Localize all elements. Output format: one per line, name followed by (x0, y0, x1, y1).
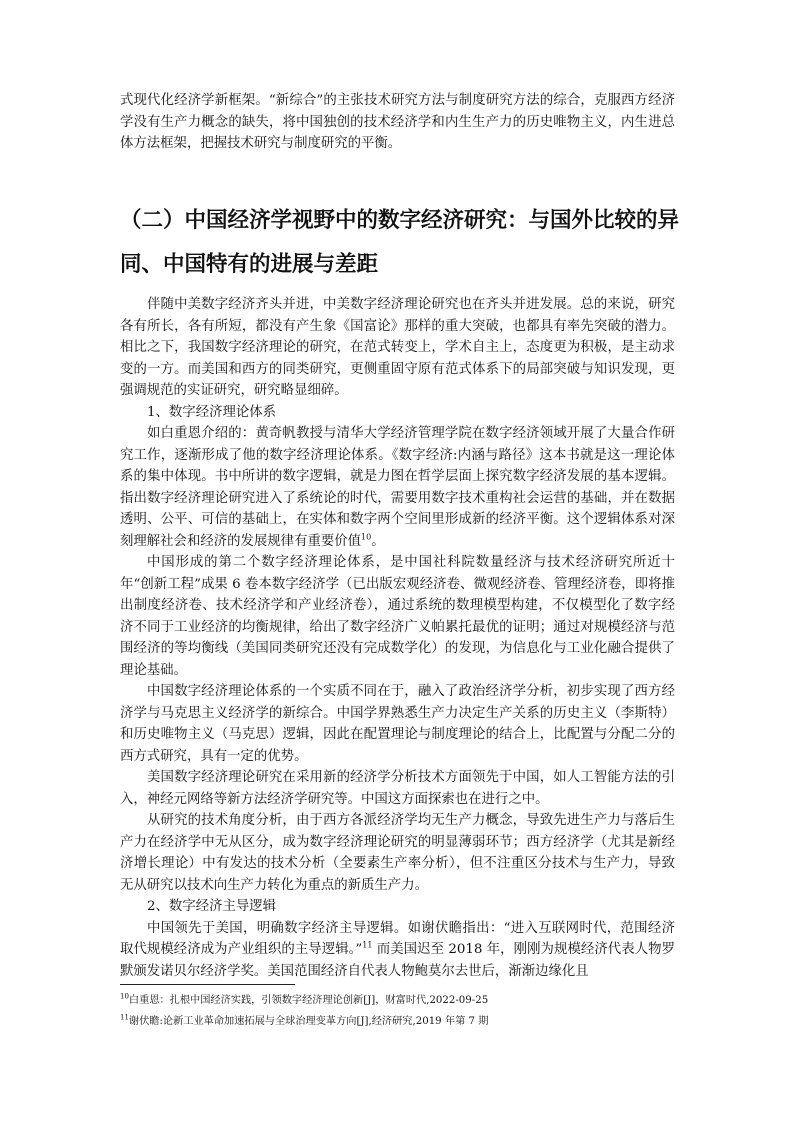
body-paragraph-5: 美国数字经济理论研究在采用新的经济学分析技术方面领先于中国，如人工智能方法的引入，神经元网络等新方法经济学研究等。中国这方面探索也在进行之中。 (120, 770, 675, 807)
body-paragraph-1: 伴随中美数字经济齐头并进，中美数字经济理论研究也在齐头并进发展。总的来说，研究各有所长，各有所短，都没有产生象《国富论》那样的重大突破，也都具有率先突破的潜力。相比之下，我国数字经济理论的研究，在范式转变上，学术自主上，态度更为积极，是主动求变的一方。而美国和西方的同类研究，更侧重固守原有范式体系下的局部突破与知识发现，更强调规范的实证研究，研究略显细碎。 (120, 297, 675, 398)
footnote-ref-11[interactable]: 11 (362, 940, 373, 950)
body-paragraph-4: 中国数字经济理论体系的一个实质不同在于，融入了政治经济学分析，初步实现了西方经济学与马克思主义经济学的新综合。中国学界熟悉生产力决定生产关系的历史主义（李斯特）和历史唯物主义（马克思）逻辑，因此在配置理论与制度理论的结合上，比配置与分配二分的西方式研究，具有一定的优势。 (120, 684, 675, 764)
main-body (120, 294, 675, 982)
footnote-mark: 10 (120, 992, 129, 1001)
body-paragraph-7-cont: 而美国迟至 2018 年，刚刚为规模经济代表人物罗默颁发诺贝尔经济学奖。美国范围经济自代表人物鲍莫尔去世后，渐渐边缘化且 (120, 942, 675, 979)
intro-paragraph: 式现代化经济学新框架。“新综合”的主张技术研究方法与制度研究方法的综合，克服西方经济学没有生产力概念的缺失，将中国独创的技术经济学和内生生产力的历史唯物主义，内生进总体方法框架，把握技术研究与制度研究的平衡。 (120, 93, 675, 151)
body-paragraph-7 (120, 918, 675, 983)
body-paragraph-7-text: 中国领先于美国，明确数字经济主导逻辑。如谢伏瞻指出：“进入互联网时代，范围经济取代规模经济成为产业组织的主导逻辑。” (120, 920, 675, 957)
intro-block (120, 90, 675, 155)
footnote-11 (120, 1011, 680, 1032)
section-heading: （二）中国经济学视野中的数字经济研究：与国外比较的异同、中国特有的进展与差距 (120, 208, 680, 277)
body-paragraph-3: 中国形成的第二个数字经济理论体系，是中国社科院数量经济与技术经济研究所近十年“创新工程”成果 6 卷本数字经济学（已出版宏观经济卷、微观经济卷、管理经济卷，即将推出制度经济卷、技术经济学和产业经济卷），通过系统的数理模型构建，不仅模型化了数字经济不同于工业经济的均衡规律，给出了数字经济广义帕累托最优的证明；通过对规模经济与范围经济的等均衡线（美国同类研究还没有完成数学化）的发现，为信息化与工业化融合提供了理论基础。 (120, 555, 675, 678)
footnote-mark: 11 (120, 1013, 129, 1022)
body-paragraph-2-end: 。 (371, 533, 385, 549)
footnote-text: 谢伏瞻:论新工业革命加速拓展与全球治理变革方向[J],经济研究,2019 年第 7 期 (128, 1016, 489, 1027)
body-paragraph-6: 从研究的技术角度分析，由于西方各派经济学均无生产力概念，导致先进生产力与落后生产力在经济学中无从区分，成为数字经济理论研究的明显薄弱环节；西方经济学（尤其是新经济增长理论）中有发达的技术分析（全要素生产率分析），但不注重区分技术与生产力，导致无从研究以技术向生产力转化为重点的新质生产力。 (120, 813, 675, 893)
footnotes (120, 990, 680, 1032)
footnote-10 (120, 990, 680, 1011)
footnote-text: 白重恩：扎根中国经济实践，引领数字经济理论创新[J]，财富时代,2022-09-25 (128, 995, 489, 1006)
footnote-ref-10[interactable]: 10 (361, 532, 372, 542)
footnote-divider (120, 984, 295, 985)
subheading-1: 1、数字经济理论体系 (147, 404, 277, 420)
subheading-2: 2、数字经济主导逻辑 (147, 899, 277, 914)
body-paragraph-2 (120, 423, 675, 552)
body-paragraph-2-text: 如白重恩介绍的：黄奇帆教授与清华大学经济管理学院在数字经济领域开展了大量合作研究工作，逐渐形成了他的数字经济理论体系。《数字经济:内涵与路径》这本书就是这一理论体系的集中体现。书中所讲的数字逻辑，就是力图在哲学层面上探究数字经济发展的基本逻辑。指出数字经济理论研究进入了系统论的时代，需要用数字技术重构社会运营的基础，并在数据透明、公平、可信的基础上，在实体和数字两个空间里形成新的经济平衡。这个逻辑体系对深刻理解社会和经济的发展规律有重要价值 (120, 426, 675, 549)
